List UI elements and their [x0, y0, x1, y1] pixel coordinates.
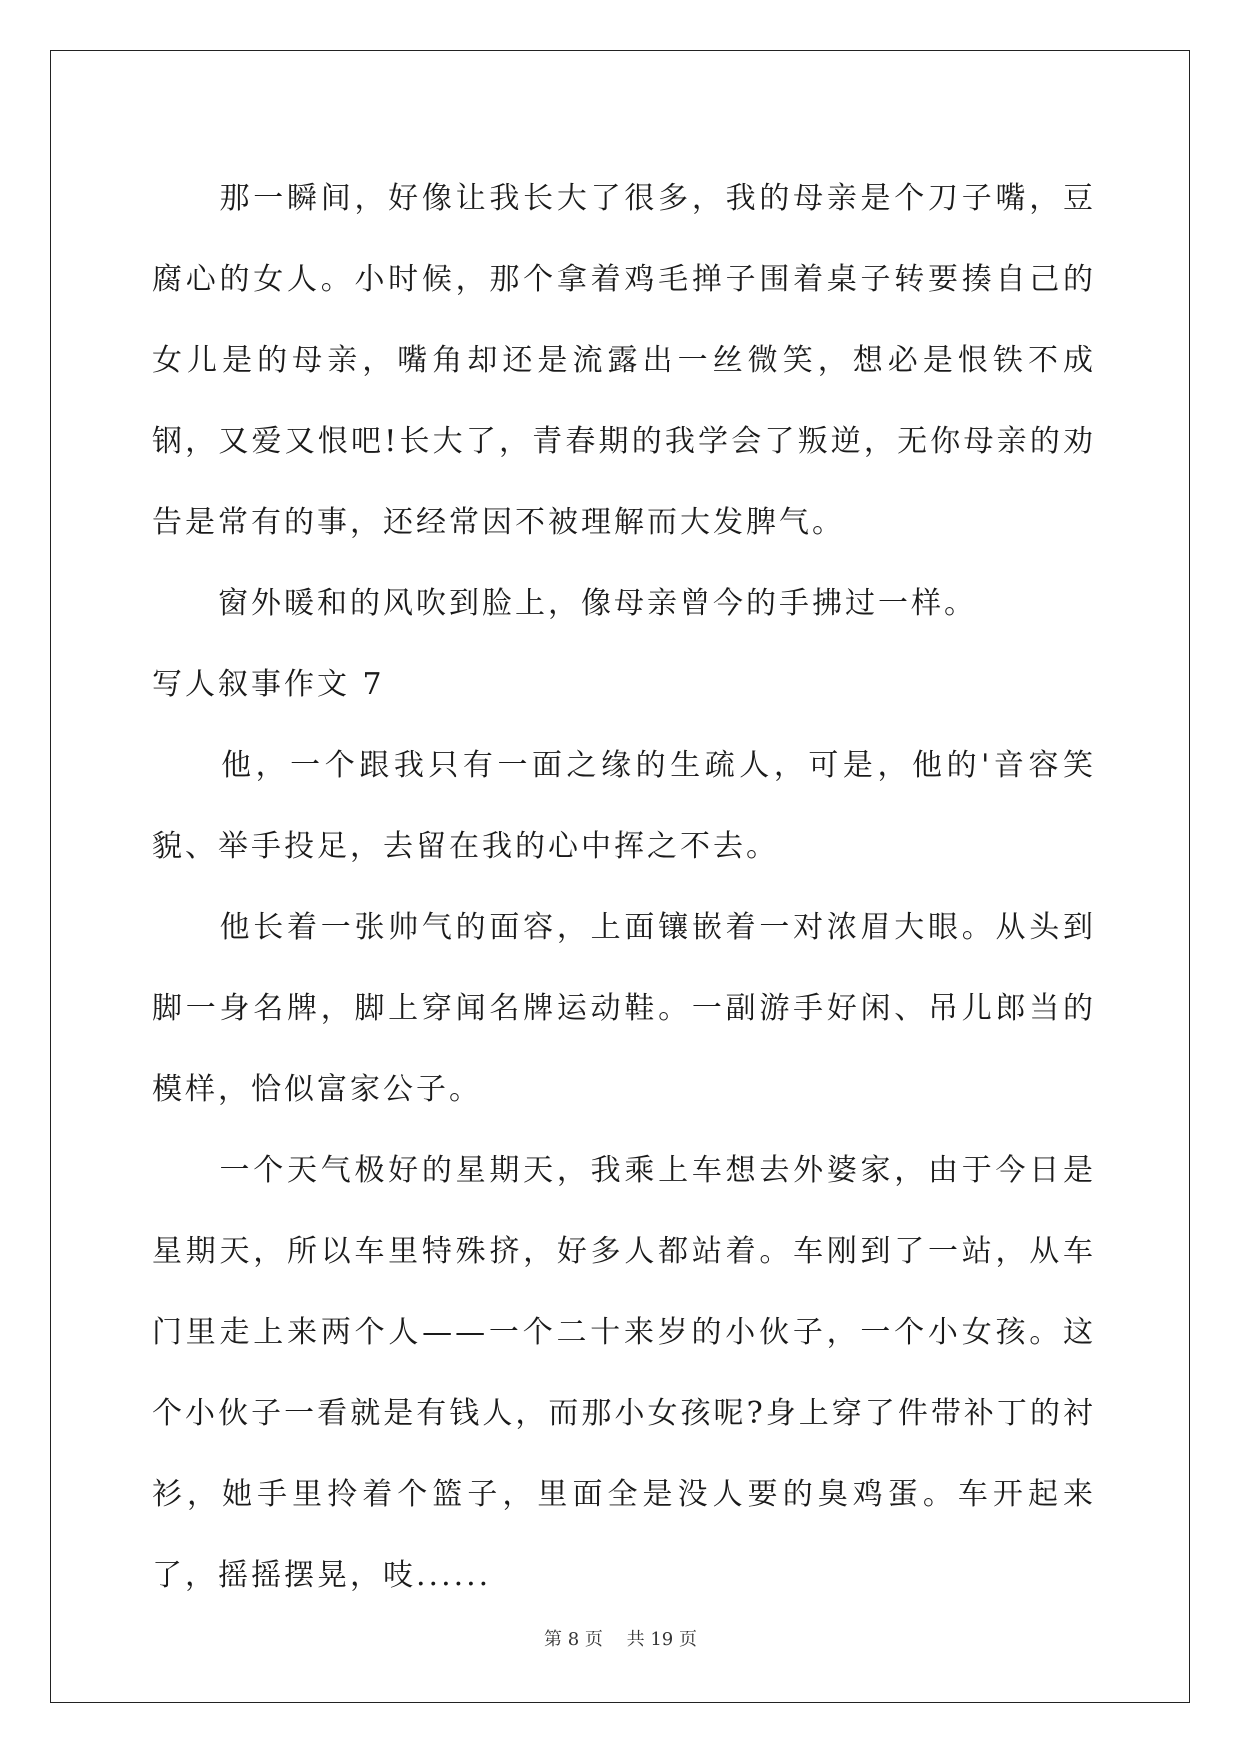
paragraph: 他，一个跟我只有一面之缘的生疏人，可是，他的'音容笑貌、举手投足，去留在我的心中挥之不去。 [152, 748, 1096, 864]
document-body [152, 158, 1096, 1616]
page-number-footer: 第 8 页 共 19 页 [544, 1629, 697, 1650]
paragraph: 他长着一张帅气的面容，上面镶嵌着一对浓眉大眼。从头到脚一身名牌，脚上穿闻名牌运动鞋。一副游手好闲、吊儿郎当的模样，恰似富家公子。 [152, 910, 1096, 1107]
paragraph: 窗外暖和的风吹到脸上，像母亲曾今的手拂过一样。 [152, 586, 977, 621]
section-heading: 写人叙事作文 7 [152, 667, 385, 702]
paragraph: 那一瞬间，好像让我长大了很多，我的母亲是个刀子嘴，豆腐心的女人。小时候，那个拿着鸡毛掸子围着桌子转要揍自己的女儿是的母亲，嘴角却还是流露出一丝微笑，想必是恨铁不成钢，又爱又恨吧!长大了，青春期的我学会了叛逆，无你母亲的劝告是常有的事，还经常因不被理解而大发脾气。 [152, 181, 1096, 540]
paragraph: 一个天气极好的星期天，我乘上车想去外婆家，由于今日是星期天，所以车里特殊挤，好多人都站着。车刚到了一站，从车门里走上来两个人——一个二十来岁的小伙子，一个小女孩。这个小伙子一看就是有钱人，而那小女孩呢?身上穿了件带补丁的衬衫，她手里拎着个篮子，里面全是没人要的臭鸡蛋。车开起来了，摇摇摆晃，吱...... [152, 1153, 1096, 1593]
